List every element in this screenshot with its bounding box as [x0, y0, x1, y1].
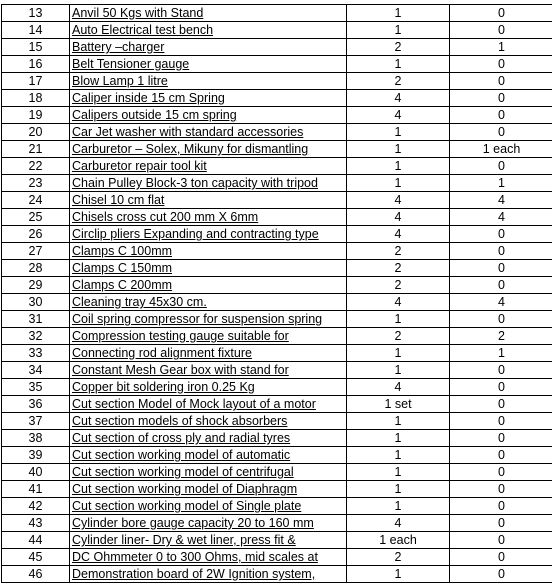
- table-row: [2, 515, 552, 532]
- row-number-cell: 37: [2, 413, 70, 430]
- quantity-required-cell: 1: [347, 158, 450, 175]
- table-row: [2, 73, 552, 90]
- equipment-table: [1, 4, 552, 583]
- quantity-required-cell: 2: [347, 277, 450, 294]
- table-row: [2, 39, 552, 56]
- row-number-cell: 34: [2, 362, 70, 379]
- quantity-required-cell: 1: [347, 141, 450, 158]
- row-number-cell: 14: [2, 22, 70, 39]
- quantity-required-cell: 2: [347, 73, 450, 90]
- quantity-required-cell: 4: [347, 379, 450, 396]
- quantity-available-cell: 0: [450, 498, 552, 515]
- row-number-cell: 45: [2, 549, 70, 566]
- item-name-cell: Constant Mesh Gear box with stand for: [70, 362, 347, 379]
- row-number-cell: 29: [2, 277, 70, 294]
- table-row: [2, 345, 552, 362]
- item-name-cell: Clamps C 100mm: [70, 243, 347, 260]
- row-number-cell: 13: [2, 5, 70, 22]
- table-row: [2, 447, 552, 464]
- row-number-cell: 21: [2, 141, 70, 158]
- quantity-required-cell: 1: [347, 56, 450, 73]
- quantity-required-cell: 4: [347, 294, 450, 311]
- quantity-available-cell: 0: [450, 430, 552, 447]
- item-name-cell: Cut section Model of Mock layout of a motor: [70, 396, 347, 413]
- quantity-available-cell: 0: [450, 56, 552, 73]
- item-name-cell: Cut section working model of automatic: [70, 447, 347, 464]
- quantity-required-cell: 1 set: [347, 396, 450, 413]
- quantity-available-cell: 0: [450, 413, 552, 430]
- quantity-required-cell: 4: [347, 515, 450, 532]
- item-name-cell: Belt Tensioner gauge: [70, 56, 347, 73]
- table-row: [2, 396, 552, 413]
- item-name-cell: Caliper inside 15 cm Spring: [70, 90, 347, 107]
- row-number-cell: 24: [2, 192, 70, 209]
- quantity-required-cell: 4: [347, 107, 450, 124]
- row-number-cell: 31: [2, 311, 70, 328]
- item-name-cell: Connecting rod alignment fixture: [70, 345, 347, 362]
- quantity-available-cell: 1: [450, 345, 552, 362]
- table-row: [2, 549, 552, 566]
- quantity-required-cell: 4: [347, 192, 450, 209]
- quantity-available-cell: 0: [450, 124, 552, 141]
- quantity-available-cell: 0: [450, 447, 552, 464]
- table-row: [2, 124, 552, 141]
- table-row: [2, 90, 552, 107]
- quantity-available-cell: 0: [450, 515, 552, 532]
- quantity-available-cell: 0: [450, 566, 552, 583]
- item-name-cell: Clamps C 200mm: [70, 277, 347, 294]
- item-name-cell: Carburetor repair tool kit: [70, 158, 347, 175]
- quantity-required-cell: 4: [347, 209, 450, 226]
- quantity-required-cell: 1: [347, 362, 450, 379]
- row-number-cell: 43: [2, 515, 70, 532]
- table-row: [2, 158, 552, 175]
- quantity-available-cell: 0: [450, 277, 552, 294]
- quantity-required-cell: 4: [347, 226, 450, 243]
- item-name-cell: Compression testing gauge suitable for: [70, 328, 347, 345]
- quantity-available-cell: 0: [450, 481, 552, 498]
- quantity-available-cell: 0: [450, 107, 552, 124]
- item-name-cell: Cut section of cross ply and radial tyres: [70, 430, 347, 447]
- row-number-cell: 26: [2, 226, 70, 243]
- quantity-available-cell: 2: [450, 328, 552, 345]
- quantity-required-cell: 2: [347, 39, 450, 56]
- row-number-cell: 22: [2, 158, 70, 175]
- quantity-required-cell: 1: [347, 175, 450, 192]
- row-number-cell: 17: [2, 73, 70, 90]
- quantity-required-cell: 1: [347, 447, 450, 464]
- quantity-available-cell: 0: [450, 379, 552, 396]
- table-row: [2, 481, 552, 498]
- row-number-cell: 18: [2, 90, 70, 107]
- quantity-required-cell: 1: [347, 311, 450, 328]
- table-row: [2, 413, 552, 430]
- row-number-cell: 30: [2, 294, 70, 311]
- row-number-cell: 35: [2, 379, 70, 396]
- item-name-cell: Battery –charger: [70, 39, 347, 56]
- item-name-cell: Cut section models of shock absorbers: [70, 413, 347, 430]
- item-name-cell: Copper bit soldering iron 0.25 Kg: [70, 379, 347, 396]
- quantity-available-cell: 1: [450, 39, 552, 56]
- table-row: [2, 175, 552, 192]
- table-row: [2, 532, 552, 549]
- quantity-available-cell: 4: [450, 294, 552, 311]
- quantity-required-cell: 2: [347, 243, 450, 260]
- row-number-cell: 32: [2, 328, 70, 345]
- quantity-required-cell: 1: [347, 498, 450, 515]
- quantity-required-cell: 1: [347, 5, 450, 22]
- table-row: [2, 430, 552, 447]
- table-row: [2, 277, 552, 294]
- row-number-cell: 42: [2, 498, 70, 515]
- table-row: [2, 328, 552, 345]
- quantity-required-cell: 1: [347, 566, 450, 583]
- quantity-required-cell: 1: [347, 345, 450, 362]
- item-name-cell: Car Jet washer with standard accessories: [70, 124, 347, 141]
- item-name-cell: Chain Pulley Block-3 ton capacity with tripod: [70, 175, 347, 192]
- equipment-table-body: [2, 5, 552, 583]
- table-row: [2, 56, 552, 73]
- quantity-available-cell: 0: [450, 22, 552, 39]
- row-number-cell: 23: [2, 175, 70, 192]
- table-row: [2, 260, 552, 277]
- quantity-required-cell: 1: [347, 481, 450, 498]
- item-name-cell: Chisels cross cut 200 mm X 6mm: [70, 209, 347, 226]
- quantity-available-cell: 0: [450, 5, 552, 22]
- item-name-cell: Calipers outside 15 cm spring: [70, 107, 347, 124]
- quantity-available-cell: 4: [450, 209, 552, 226]
- item-name-cell: Blow Lamp 1 litre: [70, 73, 347, 90]
- table-row: [2, 209, 552, 226]
- quantity-available-cell: 0: [450, 226, 552, 243]
- item-name-cell: Cleaning tray 45x30 cm.: [70, 294, 347, 311]
- row-number-cell: 36: [2, 396, 70, 413]
- table-row: [2, 566, 552, 583]
- table-row: [2, 22, 552, 39]
- quantity-required-cell: 1: [347, 22, 450, 39]
- row-number-cell: 38: [2, 430, 70, 447]
- quantity-available-cell: 0: [450, 464, 552, 481]
- quantity-available-cell: 0: [450, 243, 552, 260]
- quantity-required-cell: 2: [347, 328, 450, 345]
- item-name-cell: Cylinder bore gauge capacity 20 to 160 mm: [70, 515, 347, 532]
- quantity-required-cell: 1: [347, 124, 450, 141]
- quantity-required-cell: 2: [347, 260, 450, 277]
- quantity-available-cell: 0: [450, 90, 552, 107]
- quantity-available-cell: 0: [450, 396, 552, 413]
- item-name-cell: Cut section working model of Diaphragm: [70, 481, 347, 498]
- table-row: [2, 294, 552, 311]
- quantity-available-cell: 1: [450, 175, 552, 192]
- row-number-cell: 44: [2, 532, 70, 549]
- quantity-available-cell: 0: [450, 73, 552, 90]
- row-number-cell: 20: [2, 124, 70, 141]
- quantity-required-cell: 1: [347, 464, 450, 481]
- item-name-cell: Anvil 50 Kgs with Stand: [70, 5, 347, 22]
- quantity-required-cell: 1: [347, 413, 450, 430]
- item-name-cell: DC Ohmmeter 0 to 300 Ohms, mid scales at: [70, 549, 347, 566]
- quantity-available-cell: 0: [450, 158, 552, 175]
- row-number-cell: 33: [2, 345, 70, 362]
- quantity-available-cell: 0: [450, 549, 552, 566]
- row-number-cell: 39: [2, 447, 70, 464]
- table-row: [2, 192, 552, 209]
- quantity-required-cell: 1 each: [347, 532, 450, 549]
- row-number-cell: 27: [2, 243, 70, 260]
- row-number-cell: 16: [2, 56, 70, 73]
- table-row: [2, 379, 552, 396]
- item-name-cell: Coil spring compressor for suspension spring: [70, 311, 347, 328]
- row-number-cell: 40: [2, 464, 70, 481]
- table-row: [2, 498, 552, 515]
- quantity-available-cell: 0: [450, 311, 552, 328]
- item-name-cell: Auto Electrical test bench: [70, 22, 347, 39]
- quantity-available-cell: 0: [450, 532, 552, 549]
- quantity-available-cell: 0: [450, 362, 552, 379]
- item-name-cell: Cut section working model of centrifugal: [70, 464, 347, 481]
- item-name-cell: Carburetor – Solex, Mikuny for dismantling: [70, 141, 347, 158]
- table-row: [2, 311, 552, 328]
- row-number-cell: 46: [2, 566, 70, 583]
- row-number-cell: 19: [2, 107, 70, 124]
- item-name-cell: Cylinder liner- Dry & wet liner, press fit &: [70, 532, 347, 549]
- table-row: [2, 107, 552, 124]
- table-row: [2, 243, 552, 260]
- table-row: [2, 226, 552, 243]
- item-name-cell: Circlip pliers Expanding and contracting type: [70, 226, 347, 243]
- item-name-cell: Chisel 10 cm flat: [70, 192, 347, 209]
- quantity-required-cell: 2: [347, 549, 450, 566]
- quantity-available-cell: 1 each: [450, 141, 552, 158]
- quantity-available-cell: 0: [450, 260, 552, 277]
- table-row: [2, 5, 552, 22]
- table-row: [2, 464, 552, 481]
- quantity-required-cell: 4: [347, 90, 450, 107]
- row-number-cell: 41: [2, 481, 70, 498]
- row-number-cell: 15: [2, 39, 70, 56]
- table-row: [2, 141, 552, 158]
- row-number-cell: 25: [2, 209, 70, 226]
- quantity-required-cell: 1: [347, 430, 450, 447]
- quantity-available-cell: 4: [450, 192, 552, 209]
- item-name-cell: Demonstration board of 2W Ignition system,: [70, 566, 347, 583]
- table-row: [2, 362, 552, 379]
- row-number-cell: 28: [2, 260, 70, 277]
- item-name-cell: Clamps C 150mm: [70, 260, 347, 277]
- item-name-cell: Cut section working model of Single plate: [70, 498, 347, 515]
